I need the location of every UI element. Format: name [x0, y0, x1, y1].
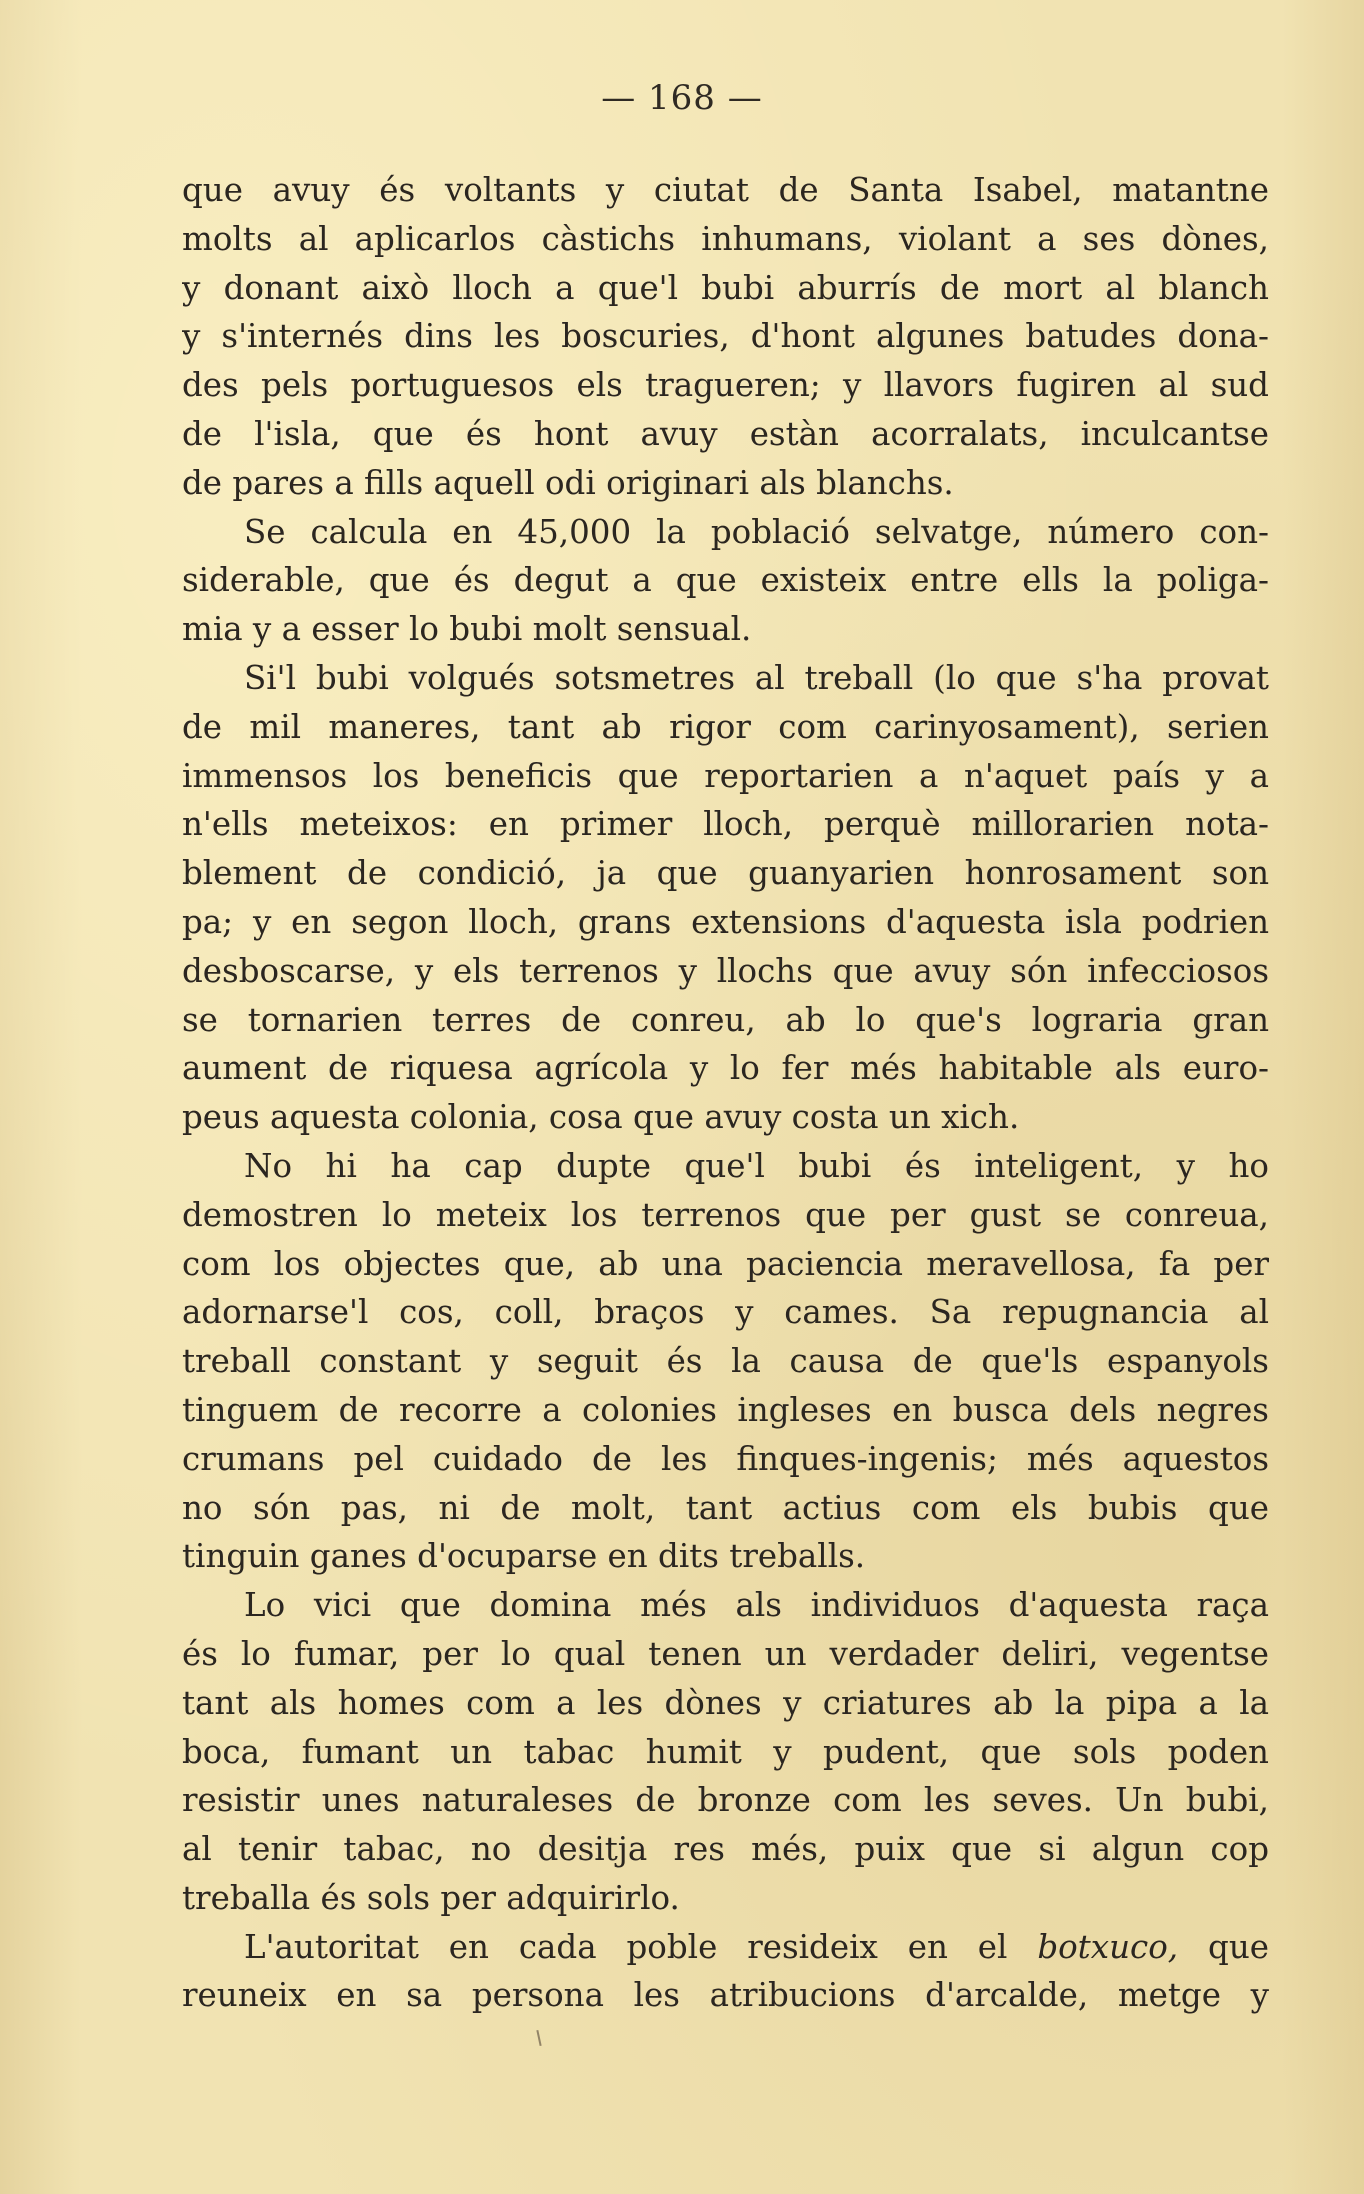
text-line: tinguin ganes d'ocuparse en dits treballs. [182, 1537, 866, 1576]
text-line: boca, fumant un tabac humit y pudent, que sols poden [182, 1732, 1269, 1771]
text-line-end: que [1178, 1927, 1269, 1966]
text-line: treball constant y seguit és la causa de que'ls espanyols [182, 1342, 1269, 1381]
text-line: y s'internés dins les boscuries, d'hont algunes batudes dona- [182, 317, 1269, 356]
text-line: és lo fumar, per lo qual tenen un verdader deliri, vegentse [182, 1634, 1269, 1673]
italic-term: botxuco, [1037, 1927, 1179, 1966]
text-line: treballa és sols per adquirirlo. [182, 1878, 680, 1917]
text-line: aument de riquesa agrícola y lo fer més habitable als euro- [182, 1049, 1269, 1088]
page-number: — 168 — [601, 78, 763, 118]
text-line: pa; y en segon lloch, grans extensions d'aquesta isla podrien [182, 902, 1269, 941]
text-line: crumans pel cuidado de les finques-ingenis; més aquestos [182, 1439, 1269, 1478]
text-line: n'ells meteixos: en primer lloch, perquè millorarien nota- [182, 805, 1269, 844]
text-line: immensos los beneficis que reportarien a n'aquet país y a [182, 756, 1269, 795]
text-line: de mil maneres, tant ab rigor com carinyosament), serien [182, 707, 1269, 746]
text-line: que avuy és voltants y ciutat de Santa Isabel, matantne [182, 171, 1269, 209]
text-line: de l'isla, que és hont avuy estàn acorralats, inculcantse [182, 414, 1269, 453]
text-line: no són pas, ni de molt, tant actius com els bubis que [182, 1488, 1269, 1527]
text-line: mia y a esser lo bubi molt sensual. [182, 610, 752, 649]
text-line: de pares a fills aquell odi originari als blanchs. [182, 463, 954, 502]
text-line: siderable, que és degut a que existeix entre ells la poliga- [182, 561, 1269, 600]
text-line: des pels portuguesos els tragueren; y llavors fugiren al sud [182, 366, 1269, 405]
text-line: al tenir tabac, no desitja res més, puix que si algun cop [182, 1830, 1269, 1869]
text-line: Lo vici que domina més als individuos d'aquesta raça [244, 1586, 1269, 1625]
text-line: reuneix en sa persona les atribucions d'arcalde, metge y [182, 1976, 1269, 2015]
text-line: No hi ha cap dupte que'l bubi és inteligent, y ho [244, 1146, 1269, 1185]
text-line: y donant això lloch a que'l bubi aburrís de mort al blanch [182, 268, 1269, 307]
text-line: blement de condició, ja que guanyarien honrosament son [182, 854, 1269, 893]
text-line-with-italic [182, 1923, 1269, 1972]
text-line: Se calcula en 45,000 la població selvatge, número con- [244, 512, 1269, 551]
text-line: resistir unes naturaleses de bronze com les seves. Un bubi, [182, 1781, 1269, 1820]
text-line: desboscarse, y els terrenos y llochs que avuy són infecciosos [182, 951, 1269, 990]
text-line-start: L'autoritat en cada poble resideix en el [244, 1927, 1038, 1966]
text-line: adornarse'l cos, coll, braços y cames. Sa repugnancia al [182, 1293, 1269, 1332]
text-line: tant als homes com a les dònes y criatures ab la pipa a la [182, 1683, 1269, 1722]
text-line: tinguem de recorre a colonies ingleses en busca dels negres [182, 1390, 1269, 1429]
text-line: com los objectes que, ab una paciencia meravellosa, fa per [182, 1244, 1269, 1283]
text-line: peus aquesta colonia, cosa que avuy costa un xich. [182, 1098, 1020, 1137]
body-text [182, 166, 1269, 2020]
text-line: se tornarien terres de conreu, ab lo que's lograria gran [182, 1000, 1269, 1039]
text-line: molts al aplicarlos càstichs inhumans, violant a ses dònes, [182, 219, 1269, 258]
text-line: Si'l bubi volgués sotsmetres al treball (lo que s'ha provat [244, 658, 1269, 697]
ink-mark [536, 2030, 541, 2046]
text-line: demostren lo meteix los terrenos que per gust se conreua, [182, 1195, 1269, 1234]
